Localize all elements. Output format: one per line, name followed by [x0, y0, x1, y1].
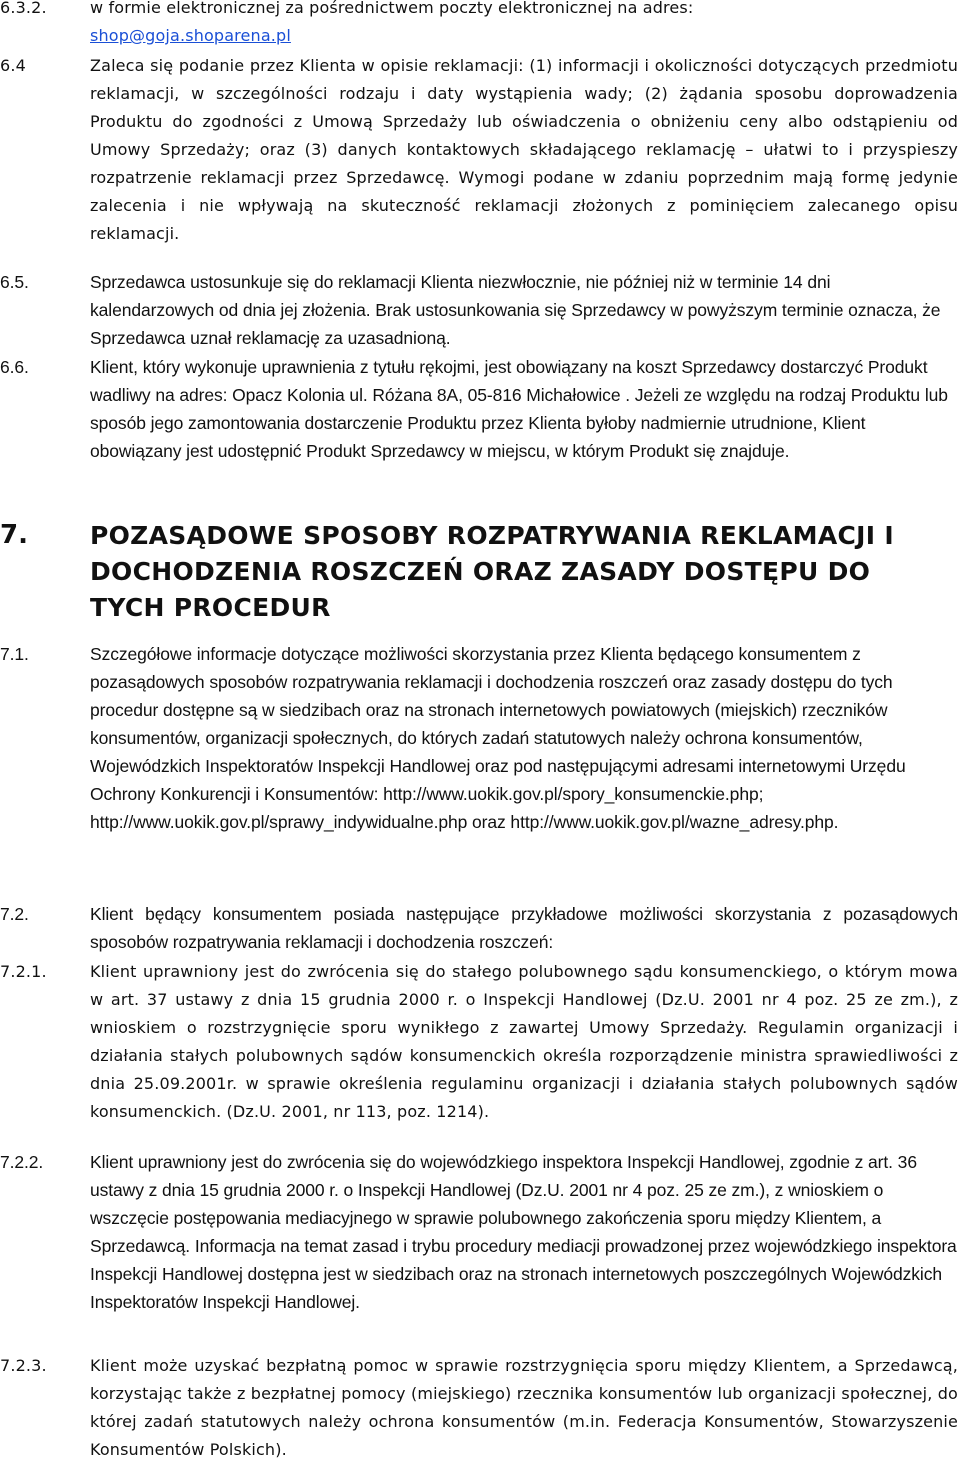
clause-number: 7.2.3.: [0, 1356, 47, 1375]
clause-number: 7.2.: [0, 904, 29, 924]
clause-number: 6.4: [0, 56, 26, 75]
clause-text: Sprzedawca ustosunkuje się do reklamacji Klienta niezwłocznie, nie później niż w terminie 14 dni kalendarzowych od dnia jej złożenia. Brak ustosunkowania się Sprzedawcy w powyższym terminie oznacza, że Sprzedawca uznał reklamację za uzasadnioną.: [90, 272, 941, 348]
clause-text: Klient uprawniony jest do zwrócenia się do stałego polubownego sądu konsumenckiego, o którym mowa w art. 37 ustawy z dnia 15 grudnia 2000 r. o Inspekcji Handlowej (Dz.U. 2001 nr 4 poz. 25 ze zm.), z wnioskiem o rozstrzygnięcie sporu wynikłego z zawartej Umowy Sprzedaży. Regulamin organizacji i działania stałych polubownych sądów konsumenckich określa rozporządzenie ministra sprawiedliwości z dnia 25.09.2001r. w sprawie określenia regulaminu organizacji i działania stałych polubownych sądów konsumenckich. (Dz.U. 2001, nr 113, poz. 1214).: [90, 962, 958, 1121]
clause-text: [90, 0, 958, 50]
clause-text: Klient będący konsumentem posiada następujące przykładowe możliwości skorzystania z pozasądowych sposobów rozpatrywania reklamacji i dochodzenia roszczeń:: [90, 904, 958, 952]
clause-text: Klient uprawniony jest do zwrócenia się do wojewódzkiego inspektora Inspekcji Handlowej, zgodnie z art. 36 ustawy z dnia 15 grudnia 2000 r. o Inspekcji Handlowej (Dz.U. 2001 nr 4 poz. 25 ze zm.), z wnioskiem o wszczęcie postępowania mediacyjnego w sprawie polubownego zakończenia sporu między Klientem, a Sprzedawcą. Informacja na temat zasad i trybu procedury mediacji prowadzonej przez wojewódzkiego inspektora Inspekcji Handlowej dostępna jest w siedzibach oraz na stronach internetowych poszczególnych Wojewódzkich Inspektoratów Inspekcji Handlowej.: [90, 1152, 957, 1312]
clause-number: 7.1.: [0, 644, 29, 664]
clause-number: 6.3.2.: [0, 0, 47, 17]
clause-text: Klient może uzyskać bezpłatną pomoc w sprawie rozstrzygnięcia sporu między Klientem, a Sprzedawcą, korzystając także z bezpłatnej pomocy (miejskiego) rzecznika konsumentów lub organizacji społecznej, do której zadań statutowych należy ochrona konsumentów (m.in. Federacja Konsumentów, Stowarzyszenie Konsumentów Polskich).: [90, 1356, 958, 1459]
clause-number: 6.5.: [0, 272, 29, 292]
section-title: POZASĄDOWE SPOSOBY ROZPATRYWANIA REKLAMACJI I DOCHODZENIA ROSZCZEŃ ORAZ ZASADY DOSTĘPU DO TYCH PROCEDUR: [90, 521, 894, 622]
clause-text: Szczegółowe informacje dotyczące możliwości skorzystania przez Klienta będącego konsumentem z pozasądowych sposobów rozpatrywania reklamacji i dochodzenia roszczeń oraz zasady dostępu do tych procedur dostępne są w siedzibach oraz na stronach internetowych powiatowych (miejskich) rzeczników konsumentów, organizacji społecznych, do których zadań statutowych należy ochrona konsumentów, Wojewódzkich Inspektoratów Inspekcji Handlowej oraz pod następującymi adresami internetowymi Urzędu Ochrony Konkurencji i Konsumentów: http://www.uokik.gov.pl/spory_konsumenckie.php; http://www.uokik.gov.pl/sprawy_indywidualne.php oraz http://www.uokik.gov.pl/wazne_adresy.php.: [90, 644, 906, 832]
email-link[interactable]: shop@goja.shoparena.pl: [90, 26, 291, 45]
section-number: 7.: [0, 520, 28, 550]
clause-text: Zaleca się podanie przez Klienta w opisie reklamacji: (1) informacji i okoliczności dotyczących przedmiotu reklamacji, w szczególności rodzaju i daty wystąpienia wady; (2) żądania sposobu doprowadzenia Produktu do zgodności z Umową Sprzedaży lub oświadczenia o obniżeniu ceny albo odstąpieniu od Umowy Sprzedaży; oraz (3) danych kontaktowych składającego reklamację – ułatwi to i przyspieszy rozpatrzenie reklamacji przez Sprzedawcę. Wymogi podane w zdaniu poprzednim mają formę jedynie zalecenia i nie wpływają na skuteczność reklamacji złożonych z pominięciem zalecanego opisu reklamacji.: [90, 56, 958, 243]
clause-text-body: w formie elektronicznej za pośrednictwem poczty elektronicznej na adres:: [90, 0, 694, 17]
clause-number: 6.6.: [0, 357, 29, 377]
clause-text: Klient, który wykonuje uprawnienia z tytułu rękojmi, jest obowiązany na koszt Sprzedawcy dostarczyć Produkt wadliwy na adres: Opacz Kolonia ul. Różana 8A, 05-816 Michałowice . Jeżeli ze względu na rodzaj Produktu lub sposób jego zamontowania dostarczenie Produktu przez Klienta byłoby nadmiernie utrudnione, Klient obowiązany jest udostępnić Produkt Sprzedawcy w miejscu, w którym Produkt się znajduje.: [90, 357, 948, 461]
clause-number: 7.2.1.: [0, 962, 47, 981]
clause-number: 7.2.2.: [0, 1152, 44, 1172]
